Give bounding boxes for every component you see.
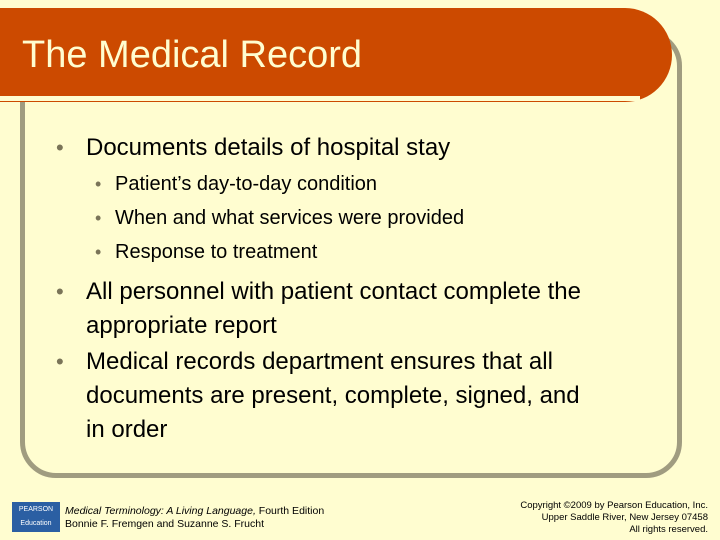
bullet-3-line: Medical records department ensures that all: [86, 348, 553, 375]
copyright-line: All rights reserved.: [629, 524, 708, 535]
bullet-1: [56, 131, 451, 165]
bullet-dot-icon: •: [95, 174, 102, 194]
sub-bullet-3-text: Response to treatment: [115, 241, 318, 263]
sub-bullet-2-text: When and what services were provided: [115, 207, 465, 229]
pearson-logo: [12, 502, 60, 532]
sub-bullet-1: [95, 170, 378, 198]
book-title: Medical Terminology: A Living Language,: [65, 505, 256, 517]
bullet-3-line: documents are present, complete, signed, and: [86, 382, 580, 409]
book-edition: Fourth Edition: [258, 505, 325, 517]
bullet-dot-icon: •: [95, 242, 102, 262]
bullet-3-line: in order: [86, 416, 168, 443]
logo-line: Education: [20, 520, 52, 527]
logo-line: PEARSON: [18, 506, 54, 513]
bullet-dot-icon: •: [95, 208, 102, 228]
footer-book-info: [65, 505, 324, 531]
bullet-dot-icon: •: [56, 279, 64, 304]
bullet-3: [56, 345, 580, 447]
sub-bullet-2: [95, 204, 465, 232]
book-authors: Bonnie F. Fremgen and Suzanne S. Frucht: [65, 518, 265, 530]
bullet-2-line: All personnel with patient contact complete the: [86, 278, 581, 305]
bullet-2: [56, 275, 581, 343]
slide-title: The Medical Record: [22, 34, 363, 76]
bullet-dot-icon: •: [56, 349, 64, 374]
bullet-2-line: appropriate report: [86, 312, 277, 339]
footer-copyright: [520, 500, 708, 536]
bullet-dot-icon: •: [56, 135, 64, 160]
copyright-line: Upper Saddle River, New Jersey 07458: [541, 512, 708, 523]
bullet-1-text: Documents details of hospital stay: [86, 134, 451, 161]
sub-bullet-1-text: Patient’s day-to-day condition: [115, 173, 378, 195]
sub-bullet-3: [95, 238, 318, 266]
copyright-line: Copyright ©2009 by Pearson Education, Inc.: [520, 500, 708, 511]
